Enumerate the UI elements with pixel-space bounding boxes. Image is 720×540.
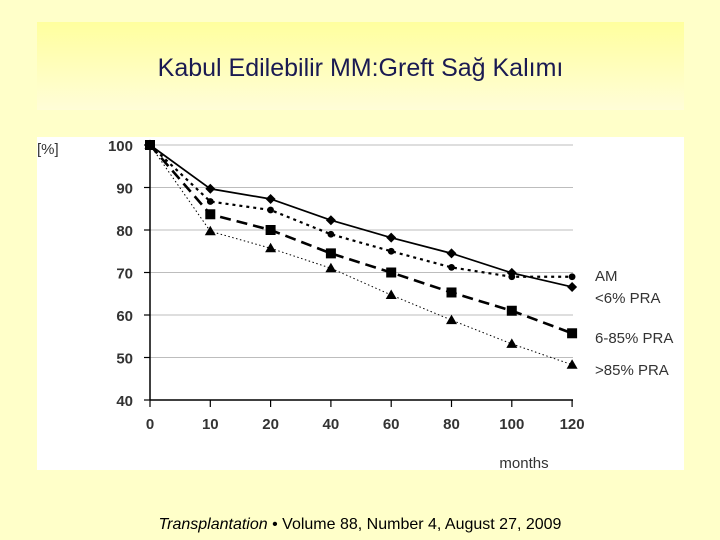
series-line-over-85-pra <box>150 145 572 365</box>
series-lines <box>145 140 578 369</box>
x-tick-label-100: 100 <box>499 416 525 433</box>
x-tick-label-40: 40 <box>322 416 340 433</box>
x-tick-label-10: 10 <box>201 416 219 433</box>
y-tick-labels <box>108 138 133 410</box>
point-under-6-pra-100 <box>508 273 515 280</box>
x-tick-label-20: 20 <box>262 416 279 433</box>
point-under-6-pra-40 <box>328 231 335 238</box>
point-under-6-pra-80 <box>448 264 455 271</box>
point-6-85-pra-40 <box>326 248 336 258</box>
y-tick-label-90: 90 <box>116 180 133 198</box>
legend-label-under-6-pra: <6% PRA <box>595 290 661 307</box>
y-tick-label-100: 100 <box>107 138 133 155</box>
point-am-120 <box>567 282 577 292</box>
x-tick-label-0: 0 <box>145 416 155 433</box>
legend-label-am: AM <box>595 268 618 285</box>
y-axis-label: [%] <box>37 141 59 158</box>
y-tick-label-40: 40 <box>116 393 133 410</box>
point-6-85-pra-20 <box>266 225 276 235</box>
x-axis-label: months <box>499 455 549 470</box>
survival-line-chart <box>37 137 684 470</box>
point-over-85-pra-100 <box>506 338 517 348</box>
y-tick-label-60: 60 <box>116 308 133 325</box>
point-6-85-pra-100 <box>507 306 517 316</box>
point-over-85-pra-40 <box>325 263 336 273</box>
point-under-6-pra-60 <box>388 248 395 255</box>
x-tick-labels <box>146 416 585 433</box>
point-over-85-pra-80 <box>446 315 457 325</box>
citation-details: Volume 88, Number 4, August 27, 2009 <box>282 516 562 533</box>
point-6-85-pra-120 <box>567 328 577 338</box>
point-under-6-pra-20 <box>267 207 274 214</box>
citation-journal: Transplantation <box>158 516 268 533</box>
x-tick-label-120: 120 <box>559 416 585 433</box>
point-am-80 <box>447 248 457 258</box>
point-am-20 <box>266 194 276 204</box>
point-6-85-pra-80 <box>447 287 457 297</box>
point-under-6-pra-10 <box>207 198 214 205</box>
legend-label-over-85-pra: >85% PRA <box>595 362 669 379</box>
point-over-85-pra-60 <box>386 290 397 300</box>
chart-panel <box>37 137 684 470</box>
point-6-85-pra-60 <box>386 268 396 278</box>
x-tick-label-60: 60 <box>382 416 400 433</box>
slide-title: Kabul Edilebilir MM:Greft Sağ Kalımı <box>157 54 564 82</box>
point-under-6-pra-120 <box>569 273 576 280</box>
y-tick-label-70: 70 <box>116 265 133 283</box>
x-tick-label-80: 80 <box>443 416 460 433</box>
point-6-85-pra-10 <box>205 209 215 219</box>
point-am-40 <box>326 215 336 225</box>
y-tick-label-50: 50 <box>116 350 133 368</box>
citation <box>0 516 720 534</box>
legend <box>595 268 673 379</box>
point-over-85-pra-10 <box>205 226 216 236</box>
y-tick-label-80: 80 <box>116 223 133 240</box>
point-am-60 <box>386 233 396 243</box>
citation-separator: • <box>267 516 283 533</box>
series-line-6-85-pra <box>150 145 572 333</box>
title-band <box>37 22 684 110</box>
point-over-85-pra-120 <box>567 359 578 369</box>
legend-label-6-85-pra: 6-85% PRA <box>595 330 674 347</box>
